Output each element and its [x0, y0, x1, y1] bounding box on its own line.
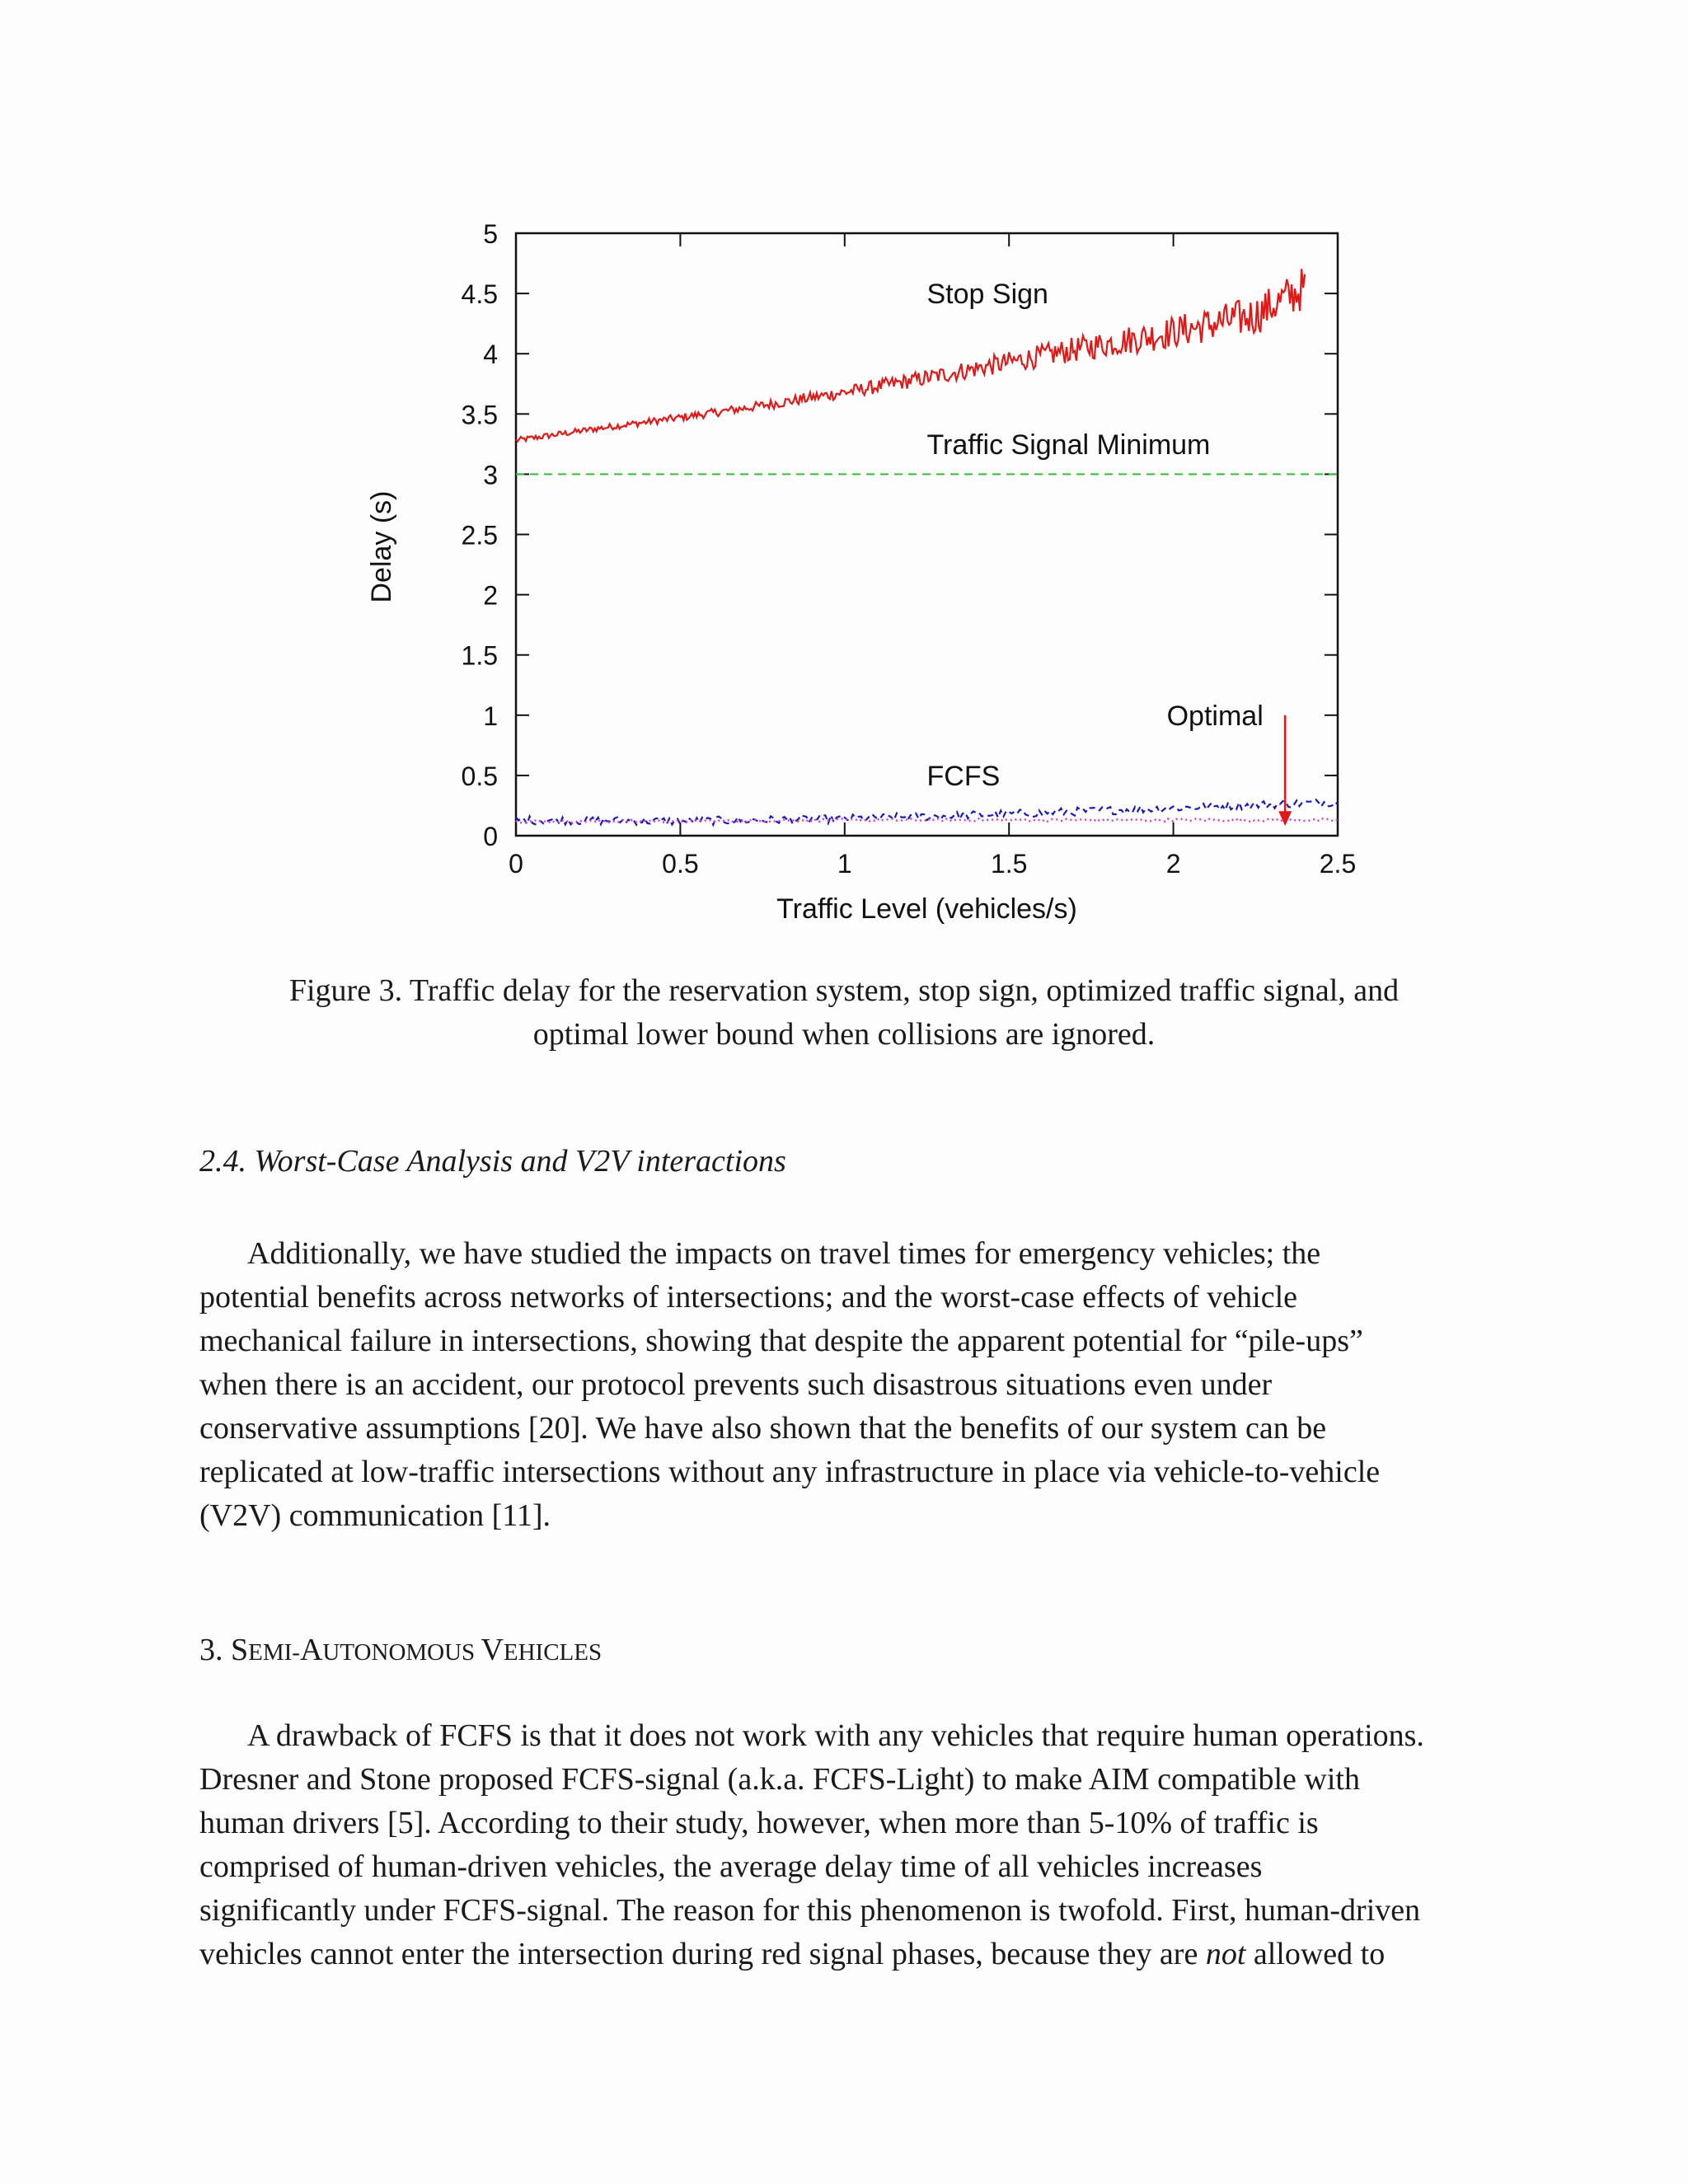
- x-tick-label: 1.5: [990, 849, 1028, 879]
- y-axis-label: Delay (s): [366, 490, 397, 603]
- y-tick-label: 3.5: [461, 400, 498, 430]
- annotation-stop-sign: Stop Sign: [926, 279, 1048, 311]
- paragraph-line: (V2V) communication [11].: [199, 1498, 551, 1533]
- paragraph-semi-autonomous: [199, 1714, 1543, 1976]
- x-tick-label: 1: [837, 849, 852, 879]
- caption-line-1: Figure 3. Traffic delay for the reservation system, stop sign, optimized traffic signal, and: [288, 973, 1400, 1008]
- annotation-traffic-signal-minimum: Traffic Signal Minimum: [926, 429, 1211, 461]
- paragraph-line: Additionally, we have studied the impacts on travel times for emergency vehicles; the: [247, 1236, 1321, 1271]
- paragraph-line: Dresner and Stone proposed FCFS-signal (a.k.a. FCFS-Light) to make AIM compatible with: [199, 1762, 1360, 1797]
- y-tick-label: 0.5: [461, 761, 498, 791]
- x-axis-label: Traffic Level (vehicles/s): [776, 893, 1077, 925]
- caption-line-2: optimal lower bound when collisions are ignored.: [532, 1017, 1156, 1052]
- y-tick-label: 2.5: [461, 520, 498, 551]
- paragraph-line: mechanical failure in intersections, showing that despite the apparent potential for “pile-ups”: [199, 1324, 1363, 1358]
- section-heading-3: 3. SEMI-AUTONOMOUS VEHICLES: [199, 1633, 603, 1667]
- y-tick-label: 2: [483, 580, 498, 611]
- series-line-fcfs: [516, 799, 1338, 825]
- optimal-arrow-head: [1278, 811, 1292, 826]
- y-tick-label: 3: [483, 460, 498, 490]
- figure-caption: [198, 969, 1490, 1057]
- x-tick-label: 2: [1165, 849, 1181, 879]
- paragraph-line: replicated at low-traffic intersections without any infrastructure in place via vehicle-to-vehicle: [199, 1455, 1381, 1489]
- annotation-fcfs: FCFS: [926, 760, 1001, 792]
- y-tick-label: 1.5: [461, 640, 498, 671]
- y-tick-label: 4: [483, 340, 498, 370]
- x-tick-label: 0: [509, 849, 523, 879]
- paragraph-line: comprised of human-driven vehicles, the average delay time of all vehicles increases: [199, 1849, 1263, 1884]
- paragraph-line: significantly under FCFS-signal. The reason for this phenomenon is twofold. First, human-driven: [199, 1893, 1421, 1928]
- paragraph-worst-case: [199, 1232, 1543, 1538]
- paragraph-line: conservative assumptions [20]. We have also shown that the benefits of our system can be: [199, 1411, 1327, 1446]
- paragraph-line: vehicles cannot enter the intersection during red signal phases, because they are not allowed to: [199, 1937, 1386, 1971]
- section-heading-2-4: 2.4. Worst-Case Analysis and V2V interactions: [199, 1144, 786, 1179]
- paragraph-line: when there is an accident, our protocol prevents such disastrous situations even under: [199, 1367, 1273, 1402]
- delay-chart: [0, 0, 1688, 956]
- paragraph-line: human drivers [5]. According to their study, however, when more than 5-10% of traffic is: [199, 1806, 1319, 1840]
- y-tick-label: 0: [483, 822, 498, 851]
- y-tick-label: 4.5: [461, 279, 498, 310]
- x-tick-label: 2.5: [1319, 849, 1357, 879]
- paragraph-line: A drawback of FCFS is that it does not work with any vehicles that require human operations.: [247, 1718, 1424, 1753]
- y-tick-label: 1: [483, 701, 498, 731]
- x-tick-label: 0.5: [662, 849, 699, 879]
- annotation-optimal: Optimal: [1166, 700, 1264, 732]
- paragraph-line: potential benefits across networks of intersections; and the worst-case effects of vehicle: [199, 1280, 1298, 1315]
- series-line-stop-sign: [516, 269, 1305, 441]
- y-tick-label: 5: [483, 219, 498, 249]
